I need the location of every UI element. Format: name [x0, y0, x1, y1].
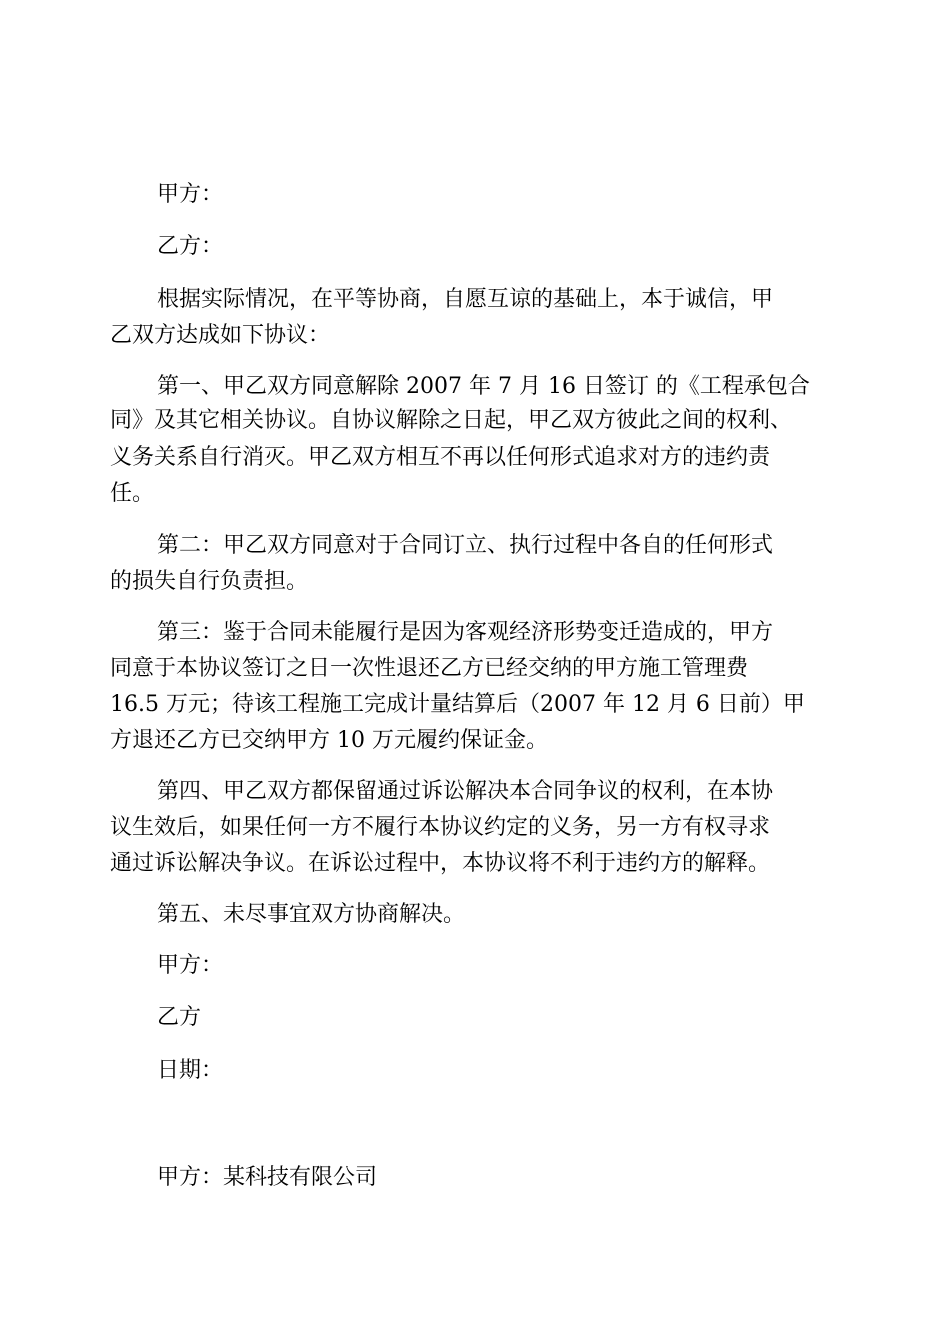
- clause-3-line-4: 方退还乙方已交纳甲方 10 万元履约保证金。: [110, 728, 548, 753]
- clause-4-line-3: 通过诉讼解决争议。在诉讼过程中，本协议将不利于违约方的解释。: [110, 851, 771, 876]
- clause-2-line-1: 第二：甲乙双方同意对于合同订立、执行过程中各自的任何形式: [157, 533, 774, 558]
- signature-party-a: 甲方：: [157, 953, 224, 978]
- footer-company: 甲方：某科技有限公司: [157, 1165, 378, 1190]
- clause-4-line-2: 议生效后，如果任何一方不履行本协议约定的义务，另一方有权寻求: [110, 815, 771, 840]
- header-party-a: 甲方：: [157, 182, 224, 207]
- clause-4-line-1: 第四、甲乙双方都保留通过诉讼解决本合同争议的权利，在本协: [157, 779, 774, 804]
- signature-party-b: 乙方: [157, 1005, 202, 1030]
- clause-1-line-3: 义务关系自行消灭。甲乙双方相互不再以任何形式追求对方的违约责: [110, 445, 771, 470]
- signature-date: 日期：: [157, 1058, 224, 1083]
- intro-line-2: 乙双方达成如下协议：: [110, 323, 331, 348]
- clause-1-line-1: 第一、甲乙双方同意解除 2007 年 7 月 16 日签订 的《工程承包合: [157, 374, 810, 399]
- clause-3-line-3: 16.5 万元；待该工程施工完成计量结算后（2007 年 12 月 6 日前）甲: [110, 692, 805, 717]
- clause-3-line-1: 第三：鉴于合同未能履行是因为客观经济形势变迁造成的，甲方: [157, 620, 774, 645]
- intro-line-1: 根据实际情况，在平等协商，自愿互谅的基础上，本于诚信，甲: [157, 287, 774, 312]
- clause-1-line-2: 同》及其它相关协议。自协议解除之日起，甲乙双方彼此之间的权利、: [110, 408, 793, 433]
- clause-3-line-2: 同意于本协议签订之日一次性退还乙方已经交纳的甲方施工管理费: [110, 656, 749, 681]
- clause-2-line-2: 的损失自行负责担。: [110, 569, 309, 594]
- clause-1-line-4: 任。: [110, 481, 155, 506]
- header-party-b: 乙方：: [157, 234, 224, 259]
- clause-5-line-1: 第五、未尽事宜双方协商解决。: [157, 902, 466, 927]
